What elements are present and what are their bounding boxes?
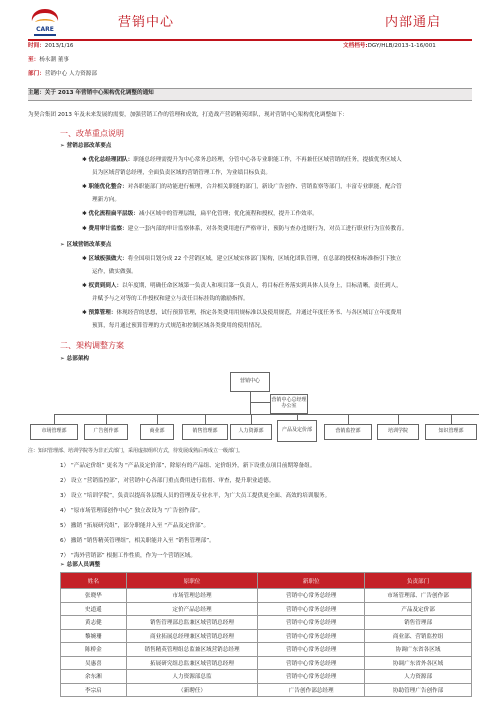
- time-label: 时间：: [28, 43, 45, 49]
- table-cell: 人力资源部: [365, 670, 472, 684]
- col-header: 姓名: [61, 573, 127, 589]
- table-cell: 营销中心常务总经理: [258, 616, 365, 630]
- list-item: ✱ 费用审计监察：建立一套内部的审计监察体系，对各类费用进行严格审计，预防与查办违规行为，对员工进行职业行为宣传教育。: [82, 226, 408, 232]
- star-bullet-icon: ✱: [82, 283, 89, 289]
- section-2-sub-2: ➢ 总部人员调整: [60, 562, 101, 568]
- logo-text: CARE: [36, 26, 54, 33]
- list-item-cont: 预算，每月通过预算管理的方式规范和控制区域各类费用的使用情况。: [92, 323, 266, 329]
- arrow-bullet-icon: ➢: [60, 242, 67, 248]
- section-1-title: 一、改革重点说明: [60, 129, 124, 138]
- list-item: ✱ 预算管理：体现经营的思想，试行预算管理，指定各类费用用规标准以及使用规范，并通过年度任务书、与各区域订立年度费用: [82, 310, 402, 316]
- org-dept-node: 营销监控部: [324, 424, 372, 440]
- list-item-cont: 理新方向。: [92, 197, 120, 203]
- table-cell: 黄志健: [61, 616, 127, 630]
- table-cell: 市场管理部、广告创作部: [365, 589, 472, 603]
- org-dept-node: 知识管理部: [425, 424, 477, 440]
- header-title-left: 营销中心: [118, 15, 175, 30]
- list-item-cont: 并赋予与之对等的工作授权和建立与责任目标挂钩的激励指挥。: [92, 296, 249, 302]
- table-cell: 人力资源部总监: [126, 670, 258, 684]
- table-cell: 余东湘: [61, 670, 127, 684]
- table-cell: 市场管理总经理: [126, 589, 258, 603]
- section-2-title: 二、架构调整方案: [60, 341, 124, 350]
- intro-paragraph: 为契合集团 2013 年及未来发展的需要，加强营销工作的管理和成效，打造战产营销精英团队，现对营销中心架构优化调整如下：: [28, 112, 348, 118]
- table-cell: 商业拓展总经理兼区域营销总经理: [126, 629, 258, 643]
- org-connector: [250, 392, 251, 414]
- change-list-item: 6） 撤销 “销售精英管理组”，相关职能并入至 “销售管理部”。: [60, 538, 215, 544]
- personnel-table: [60, 572, 472, 697]
- table-cell: 销售精英管理组总监兼区域营销总经理: [126, 643, 258, 657]
- table-row: [61, 629, 472, 643]
- org-dept-node: 商业部: [140, 424, 174, 440]
- list-item-cont: 运作，做实做强。: [92, 269, 137, 275]
- org-connector: [157, 414, 158, 424]
- subject-row: [28, 91, 154, 97]
- table-cell: 销售管理部总监兼区域营销总经理: [126, 616, 258, 630]
- doc-number-row: [343, 44, 436, 50]
- table-header-row: [61, 573, 472, 589]
- time-value: 2013/1/16: [44, 43, 74, 49]
- table-cell: 营销中心常务总经理: [258, 602, 365, 616]
- org-dept-node: 广告创作部: [84, 424, 128, 440]
- table-row: [61, 683, 472, 697]
- arrow-bullet-icon: ➢: [60, 562, 67, 568]
- org-connector: [251, 414, 252, 424]
- table-cell: 营销中心常务总经理: [258, 670, 365, 684]
- table-cell: 销售管理部: [365, 616, 472, 630]
- table-cell: （新聘任）: [126, 683, 258, 697]
- table-cell: 产品及定价部: [365, 602, 472, 616]
- table-cell: 协助管理广告创作部: [365, 683, 472, 697]
- section-1-sub-2: ➢ 区域营销改革要点: [60, 242, 112, 248]
- section-2-sub-1: ➢ 总部架构: [60, 356, 90, 362]
- table-row: [61, 602, 472, 616]
- list-item: ✱ 优化流程扁平层级：减小区域中的管理层级，扁平化管理；优化流程和授权，提升工作效率。: [82, 211, 318, 217]
- org-connector: [348, 414, 349, 424]
- table-cell: 广告创作部总经理: [258, 683, 365, 697]
- time-row: [28, 44, 73, 50]
- header-divider: [28, 39, 472, 41]
- table-row: [61, 670, 472, 684]
- table-cell: 张晓华: [61, 589, 127, 603]
- table-cell: 营销中心常务总经理: [258, 656, 365, 670]
- org-connector: [54, 414, 479, 415]
- org-connector: [54, 414, 55, 424]
- subject-label: 主题：: [28, 90, 45, 96]
- org-dept-node: 产品及定价部: [277, 420, 317, 442]
- org-connector: [251, 402, 270, 403]
- to-value: 杨永潮 董事: [39, 57, 69, 63]
- table-cell: 史道遥: [61, 602, 127, 616]
- table-cell: 商业部、营销监控组: [365, 629, 472, 643]
- star-bullet-icon: ✱: [82, 310, 89, 316]
- org-connector: [398, 414, 399, 424]
- table-cell: 陈桥金: [61, 643, 127, 657]
- col-header: 原职位: [126, 573, 258, 589]
- header-title-right: 内部通启: [385, 15, 442, 30]
- to-label: 至：: [28, 57, 40, 63]
- star-bullet-icon: ✱: [82, 211, 89, 217]
- star-bullet-icon: ✱: [82, 184, 89, 190]
- change-list-item: 2） 设立 “营销监控部”，对营销中心各部门重点费用进行监督、审查，提升职业道德。: [60, 478, 275, 484]
- table-cell: 协调广东省外各区域: [365, 656, 472, 670]
- subject-value: 关于 2013 年营销中心架构优化调整的通知: [44, 90, 154, 96]
- change-list-item: 7） “海外营销部” 根据工作性质，作为一个营销区域。: [60, 553, 196, 559]
- arrow-bullet-icon: ➢: [60, 143, 67, 149]
- table-cell: 吴惠喜: [61, 656, 127, 670]
- dept-value: 营销中心 人力资源部: [44, 71, 97, 77]
- table-row: [61, 643, 472, 657]
- list-item: ✱ 职能优化整合：对各职能部门的功能进行梳理，合并相关职能的部门，新设广告创作、营销监察等部门，丰富专业职能，配合管: [82, 184, 402, 190]
- table-cell: 营销中心常务总经理: [258, 643, 365, 657]
- org-connector: [106, 414, 107, 424]
- list-item: ✱ 优化总经理团队：职能总经理需提升为中心常务总经理，分管中心各专业职能工作，不再兼任区域营销的任务，提拔优秀区域人: [82, 157, 402, 163]
- col-header: 负责部门: [365, 573, 472, 589]
- table-cell: 协调广东省各区域: [365, 643, 472, 657]
- change-list-item: 5） 撤销 “拓展研究组”，部分职能并入至 “产品及定价部”。: [60, 523, 210, 529]
- table-cell: 黎婉珊: [61, 629, 127, 643]
- table-row: [61, 616, 472, 630]
- arrow-bullet-icon: ➢: [60, 356, 67, 362]
- col-header: 新职位: [258, 573, 365, 589]
- org-dept-node: 销售管理部: [182, 424, 228, 440]
- star-bullet-icon: ✱: [82, 256, 89, 262]
- org-dept-node: 培训学院: [377, 424, 419, 440]
- star-bullet-icon: ✱: [82, 157, 89, 163]
- table-cell: 定价产品总经理: [126, 602, 258, 616]
- change-list-item: 1） “产品定价组” 更名为 “产品及定价部”，除原有的产品组、定价组外，新下设重点项目前期筹备组。: [60, 463, 316, 469]
- to-row: [28, 58, 69, 64]
- table-row: [61, 656, 472, 670]
- org-connector: [451, 414, 452, 424]
- table-cell: 营销中心常务总经理: [258, 589, 365, 603]
- dept-row: [28, 72, 97, 78]
- section-1-sub-1: ➢ 营销总部改革要点: [60, 143, 112, 149]
- table-cell: 李宗启: [61, 683, 127, 697]
- org-node-office: 营销中心总经理办公室: [270, 394, 308, 414]
- company-logo: [26, 6, 64, 40]
- dept-label: 部门：: [28, 71, 45, 77]
- org-dept-node: 市场管理部: [30, 424, 78, 440]
- org-dept-node: 人力资源部: [230, 424, 272, 440]
- table-cell: 营销中心常务总经理: [258, 629, 365, 643]
- table-row: [61, 589, 472, 603]
- change-list-item: 4） “原市场管理部创作中心” 独立改设为 “广告创作部”。: [60, 508, 204, 514]
- list-item: ✱ 区域板强做大：将全国项目划分成 22 个营销区域，建立区域实体部门架构，区域化团队管理，在总部的授权和标准指引下独立: [82, 256, 402, 262]
- change-list-item: 3） 设立 “培训学院”，负责以提高各层级人员的管理及专业水平，为广大员工提供更全面、高效的培训服务。: [60, 493, 331, 499]
- org-note: 注：知识管理部、培训学院等为非正式部门，采用虚拟组织方式，待发展成熟后再成立一级部门。: [28, 448, 244, 454]
- star-bullet-icon: ✱: [82, 226, 89, 232]
- doc-number-value: DGY/HLB/2013-1-16/001: [367, 43, 436, 49]
- org-connector: [205, 414, 206, 424]
- list-item: ✱ 权责到到人：以年度期，明确任命区域第一负责人和项目第一负责人，将目标任务落实到具体人员身上，目标清晰，责任到人，: [82, 283, 402, 289]
- table-cell: 拓展研究组总监兼区域营销总经理: [126, 656, 258, 670]
- org-node-top: 营销中心: [230, 372, 270, 392]
- list-item-cont: 员为区域营销总经理，全面负责区域的营销管理工作，为业绩目标负责。: [92, 170, 272, 176]
- doc-number-label: 文档档号:: [343, 43, 368, 49]
